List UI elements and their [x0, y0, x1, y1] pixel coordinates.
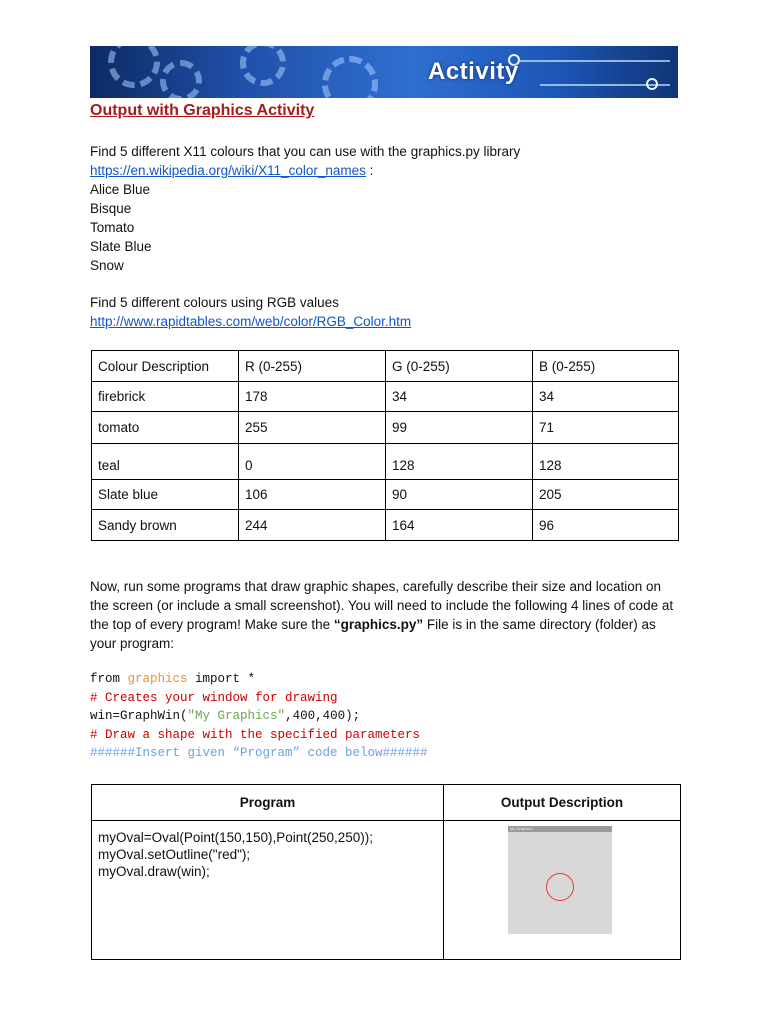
- x11-color-item: Bisque: [90, 201, 132, 216]
- x11-intro: Find 5 different X11 colours that you can use with the graphics.py library: [90, 144, 521, 159]
- program-line: myOval.setOutline("red");: [98, 847, 251, 862]
- code-block: [90, 670, 428, 763]
- table-row: [92, 412, 679, 444]
- table-cell: 34: [533, 382, 679, 412]
- table-cell: 0: [239, 444, 386, 480]
- rgb-link-line: [90, 312, 411, 331]
- red-circle-shape: [546, 873, 574, 901]
- table-cell: Sandy brown: [92, 510, 239, 541]
- code-module: graphics: [127, 672, 188, 686]
- x11-color-item: Slate Blue: [90, 239, 152, 254]
- table-cell: 205: [533, 480, 679, 510]
- gear-icon: [108, 46, 160, 88]
- table-cell: 99: [386, 412, 533, 444]
- code-marker: ######Insert given “Program” code below######: [90, 746, 428, 761]
- program-code-cell: [92, 821, 444, 960]
- table-cell: 128: [533, 444, 679, 480]
- instructions-text: File is in the same directory (folder) as your program:: [90, 617, 656, 651]
- code-text: win=GraphWin(: [90, 709, 188, 724]
- table-row: [92, 444, 679, 480]
- table-cell: 178: [239, 382, 386, 412]
- banner-label: Activity: [428, 58, 519, 85]
- table-header-cell: B (0-255): [533, 351, 679, 382]
- table-row: [92, 480, 679, 510]
- table-cell: Slate blue: [92, 480, 239, 510]
- x11-color-item: Tomato: [90, 220, 135, 235]
- gear-icon: [160, 60, 202, 98]
- x11-link-line: [90, 161, 373, 180]
- code-comment: # Creates your window for drawing: [90, 690, 338, 705]
- table-header-cell: Output Description: [444, 785, 681, 821]
- table-cell: 96: [533, 510, 679, 541]
- table-header-cell: Program: [92, 785, 444, 821]
- page-title: Output with Graphics Activity: [90, 102, 315, 119]
- table-header-cell: R (0-255): [239, 351, 386, 382]
- table-cell: 244: [239, 510, 386, 541]
- table-cell: 71: [533, 412, 679, 444]
- table-cell: 90: [386, 480, 533, 510]
- program-line: myOval=Oval(Point(150,150),Point(250,250));: [98, 830, 374, 845]
- table-header-cell: G (0-255): [386, 351, 533, 382]
- circuit-node-icon: [646, 78, 658, 90]
- table-cell: 106: [239, 480, 386, 510]
- code-text: import *: [187, 672, 256, 686]
- output-screenshot: [508, 826, 612, 934]
- table-cell: 255: [239, 412, 386, 444]
- code-text: ,400,400);: [285, 709, 361, 724]
- table-cell: 164: [386, 510, 533, 541]
- program-line: myOval.draw(win);: [98, 864, 210, 879]
- instructions-text: Now, run some programs that draw graphic shapes, carefully describe their size and location on the screen (or include a small screenshot). You will need to include the following 4 lines of code at the top of every program! Make sure the: [90, 579, 674, 632]
- x11-color-item: Alice Blue: [90, 182, 151, 197]
- table-header-row: [92, 785, 681, 821]
- gear-icon: [322, 56, 378, 98]
- circuit-line: [520, 60, 670, 62]
- table-cell: tomato: [92, 412, 239, 444]
- code-string: "My Graphics": [187, 709, 286, 724]
- x11-link-suffix: :: [365, 163, 374, 178]
- gear-icon: [240, 46, 286, 86]
- activity-banner: [90, 46, 678, 98]
- instructions-paragraph: [90, 577, 680, 653]
- code-comment: # Draw a shape with the specified parameters: [90, 727, 421, 742]
- rgb-table: [91, 350, 679, 541]
- table-header-cell: Colour Description: [92, 351, 239, 382]
- table-cell: teal: [92, 444, 239, 480]
- code-text: from: [90, 672, 128, 686]
- x11-color-item: Snow: [90, 258, 124, 273]
- table-cell: 34: [386, 382, 533, 412]
- table-row: [92, 510, 679, 541]
- table-cell: 128: [386, 444, 533, 480]
- screenshot-title-bar: My Graphics: [508, 826, 612, 832]
- rgb-link[interactable]: http://www.rapidtables.com/web/color/RGB_Color.htm: [90, 314, 412, 329]
- table-row: [92, 382, 679, 412]
- table-cell: firebrick: [92, 382, 239, 412]
- table-header-row: [92, 351, 679, 382]
- instructions-bold: “graphics.py”: [333, 617, 424, 632]
- x11-link[interactable]: https://en.wikipedia.org/wiki/X11_color_names: [90, 163, 366, 178]
- rgb-intro: Find 5 different colours using RGB values: [90, 295, 339, 310]
